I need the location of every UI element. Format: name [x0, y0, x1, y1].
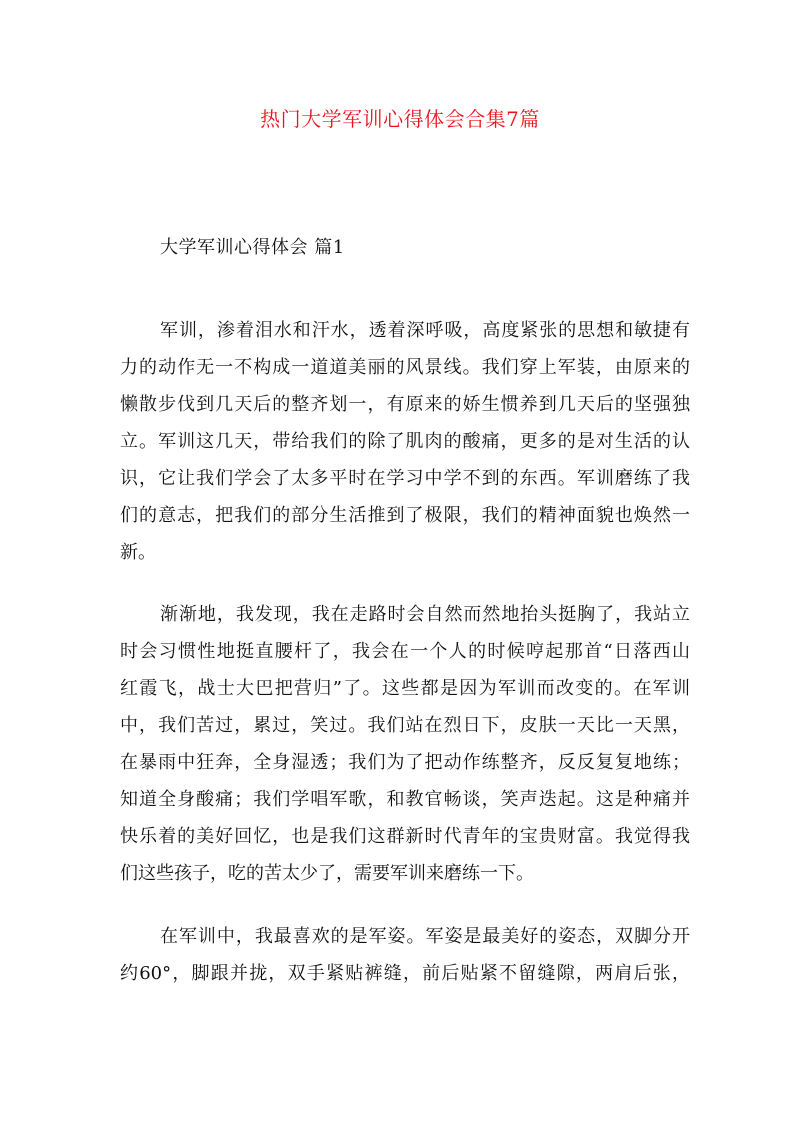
- paragraph-line: 快乐着的美好回忆，也是我们这群新时代青年的宝贵财富。我觉得我: [120, 826, 690, 847]
- paragraph-line: 红霞飞，战士大巴把营归”了。这些都是因为军训而改变的。在军训: [120, 678, 690, 699]
- paragraph-line: 力的动作无一不构成一道道美丽的风景线。我们穿上军装，由原来的: [120, 357, 690, 378]
- paragraph-line: 立。军训这几天，带给我们的除了肌肉的酸痛，更多的是对生活的认: [120, 431, 690, 452]
- paragraph-line: 在暴雨中狂奔，全身湿透；我们为了把动作练整齐，反反复复地练；: [120, 752, 690, 773]
- section-heading: 大学军训心得体会 篇1: [160, 237, 345, 258]
- paragraph-line: 渐渐地，我发现，我在走路时会自然而然地抬头挺胸了，我站立: [160, 604, 690, 625]
- paragraph-line: 知道全身酸痛；我们学唱军歌，和教官畅谈，笑声迭起。这是种痛并: [120, 789, 690, 810]
- paragraph-line: 懒散步伐到几天后的整齐划一，有原来的娇生惯养到几天后的坚强独: [120, 394, 690, 415]
- paragraph-line: 约60°，脚跟并拢，双手紧贴裤缝，前后贴紧不留缝隙，两肩后张，: [120, 963, 690, 984]
- paragraph-line: 们的意志，把我们的部分生活推到了极限，我们的精神面貌也焕然一: [120, 505, 690, 526]
- paragraph-line: 军训，渗着泪水和汗水，透着深呼吸，高度紧张的思想和敏捷有: [160, 320, 690, 341]
- paragraph-line: 新。: [120, 542, 156, 563]
- paragraph-line: 识，它让我们学会了太多平时在学习中学不到的东西。军训磨练了我: [120, 468, 690, 489]
- paragraph-line: 们这些孩子，吃的苦太少了，需要军训来磨练一下。: [120, 863, 534, 884]
- paragraph-line: 在军训中，我最喜欢的是军姿。军姿是最美好的姿态，双脚分开: [160, 926, 690, 947]
- paragraph-line: 时会习惯性地挺直腰杆了，我会在一个人的时候哼起那首“日落西山: [120, 641, 690, 662]
- paragraph-line: 中，我们苦过，累过，笑过。我们站在烈日下，皮肤一天比一天黑，: [120, 715, 690, 736]
- document-title: 热门大学军训心得体会合集7篇: [260, 107, 540, 131]
